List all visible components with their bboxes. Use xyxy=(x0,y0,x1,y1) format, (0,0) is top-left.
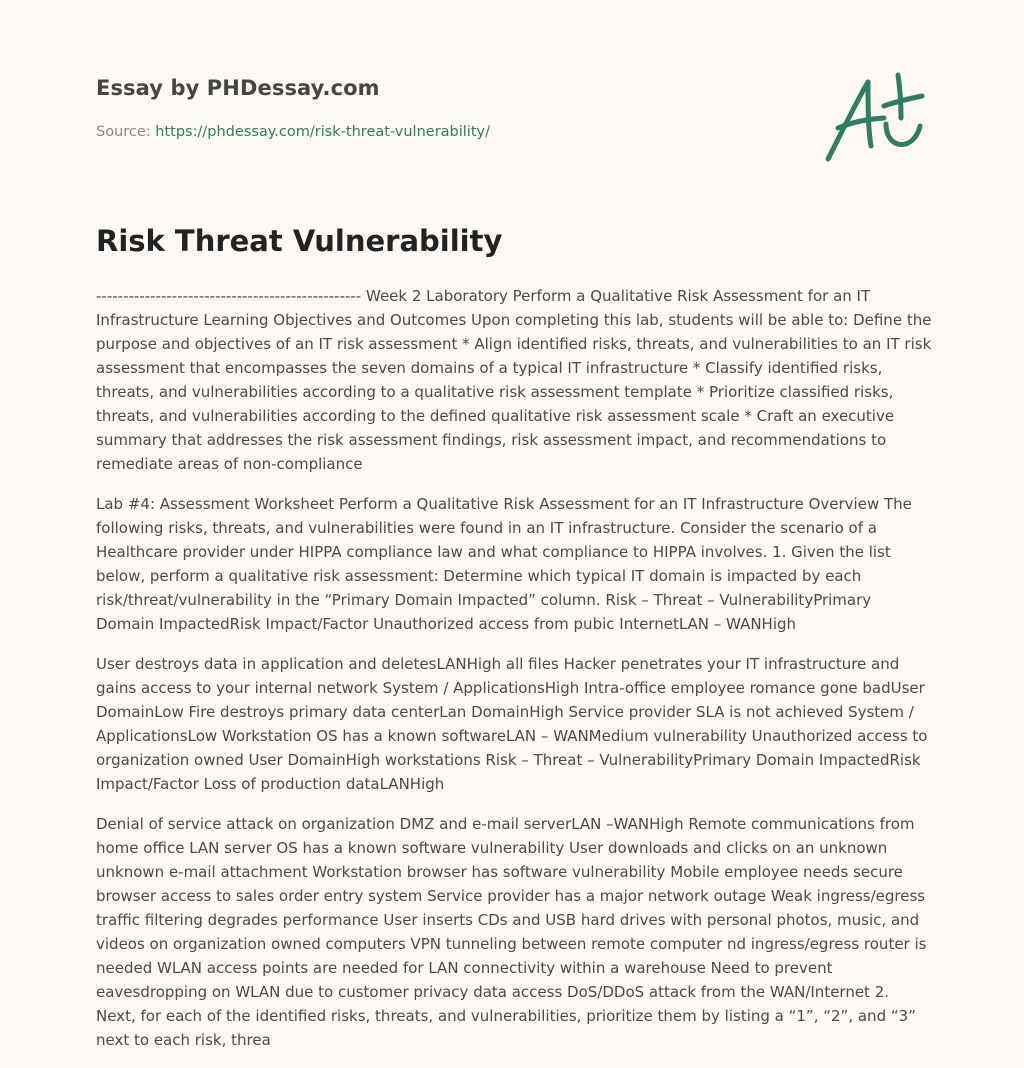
source-label: Source: xyxy=(96,124,156,140)
essay-body xyxy=(96,284,932,1068)
source-link[interactable]: https://phdessay.com/risk-threat-vulnerability/ xyxy=(155,124,490,140)
a-plus-grade-icon xyxy=(818,66,930,166)
essay-paragraph: ------------------------------------------------- Week 2 Laboratory Perform a Qualitative Risk Assessment for an IT Infrastructure Learning Objectives and Outcomes Upon completing this lab, students will be able to: Define the purpose and objectives of an IT risk assessment * Align identified risks, threats, and vulnerabilities to an IT risk assessment that encompasses the seven domains of a typical IT infrastructure * Classify identified risks, threats, and vulnerabilities according to a qualitative risk assessment template * Prioritize classified risks, threats, and vulnerabilities according to the defined qualitative risk assessment scale * Craft an executive summary that addresses the risk assessment findings, risk assessment impact, and recommendations to remediate areas of non-compliance xyxy=(96,287,932,473)
site-brand: Essay by PHDessay.com xyxy=(96,76,380,100)
source-line xyxy=(96,124,490,140)
page-title: Risk Threat Vulnerability xyxy=(96,224,503,258)
essay-paragraph: Lab #4: Assessment Worksheet Perform a Qualitative Risk Assessment for an IT Infrastructure Overview The following risks, threats, and vulnerabilities were found in an IT infrastructure. Consider the scenario of a Healthcare provider under HIPPA compliance law and what compliance to HIPPA involves. 1. Given the list below, perform a qualitative risk assessment: Determine which typical IT domain is impacted by each risk/threat/vulnerability in the “Primary Domain Impacted” column. Risk – Threat – VulnerabilityPrimary Domain ImpactedRisk Impact/Factor Unauthorized access from pubic InternetLAN – WANHigh xyxy=(96,495,912,633)
essay-paragraph: Denial of service attack on organization DMZ and e-mail serverLAN –WANHigh Remote communications from home office LAN server OS has a known software vulnerability User downloads and clicks on an unknown unknown e-mail attachment Workstation browser has software vulnerability Mobile employee needs secure browser access to sales order entry system Service provider has a major network outage Weak ingress/egress traffic filtering degrades performance User inserts CDs and USB hard drives with personal photos, music, and videos on organization owned computers VPN tunneling between remote computer nd ingress/egress router is needed WLAN access points are needed for LAN connectivity within a warehouse Need to prevent eavesdropping on WLAN due to customer privacy data access DoS/DDoS attack from the WAN/Internet 2. Next, for each of the identified risks, threats, and vulnerabilities, prioritize them by listing a “1”, “2”, and “3” next to each risk, threa xyxy=(96,815,927,1049)
essay-paragraph: User destroys data in application and deletesLANHigh all files Hacker penetrates your IT infrastructure and gains access to your internal network System / ApplicationsHigh Intra-office employee romance gone badUser DomainLow Fire destroys primary data centerLan DomainHigh Service provider SLA is not achieved System / ApplicationsLow Workstation OS has a known softwareLAN – WANMedium vulnerability Unauthorized access to organization owned User DomainHigh workstations Risk – Threat – VulnerabilityPrimary Domain ImpactedRisk Impact/Factor Loss of production dataLANHigh xyxy=(96,655,928,793)
